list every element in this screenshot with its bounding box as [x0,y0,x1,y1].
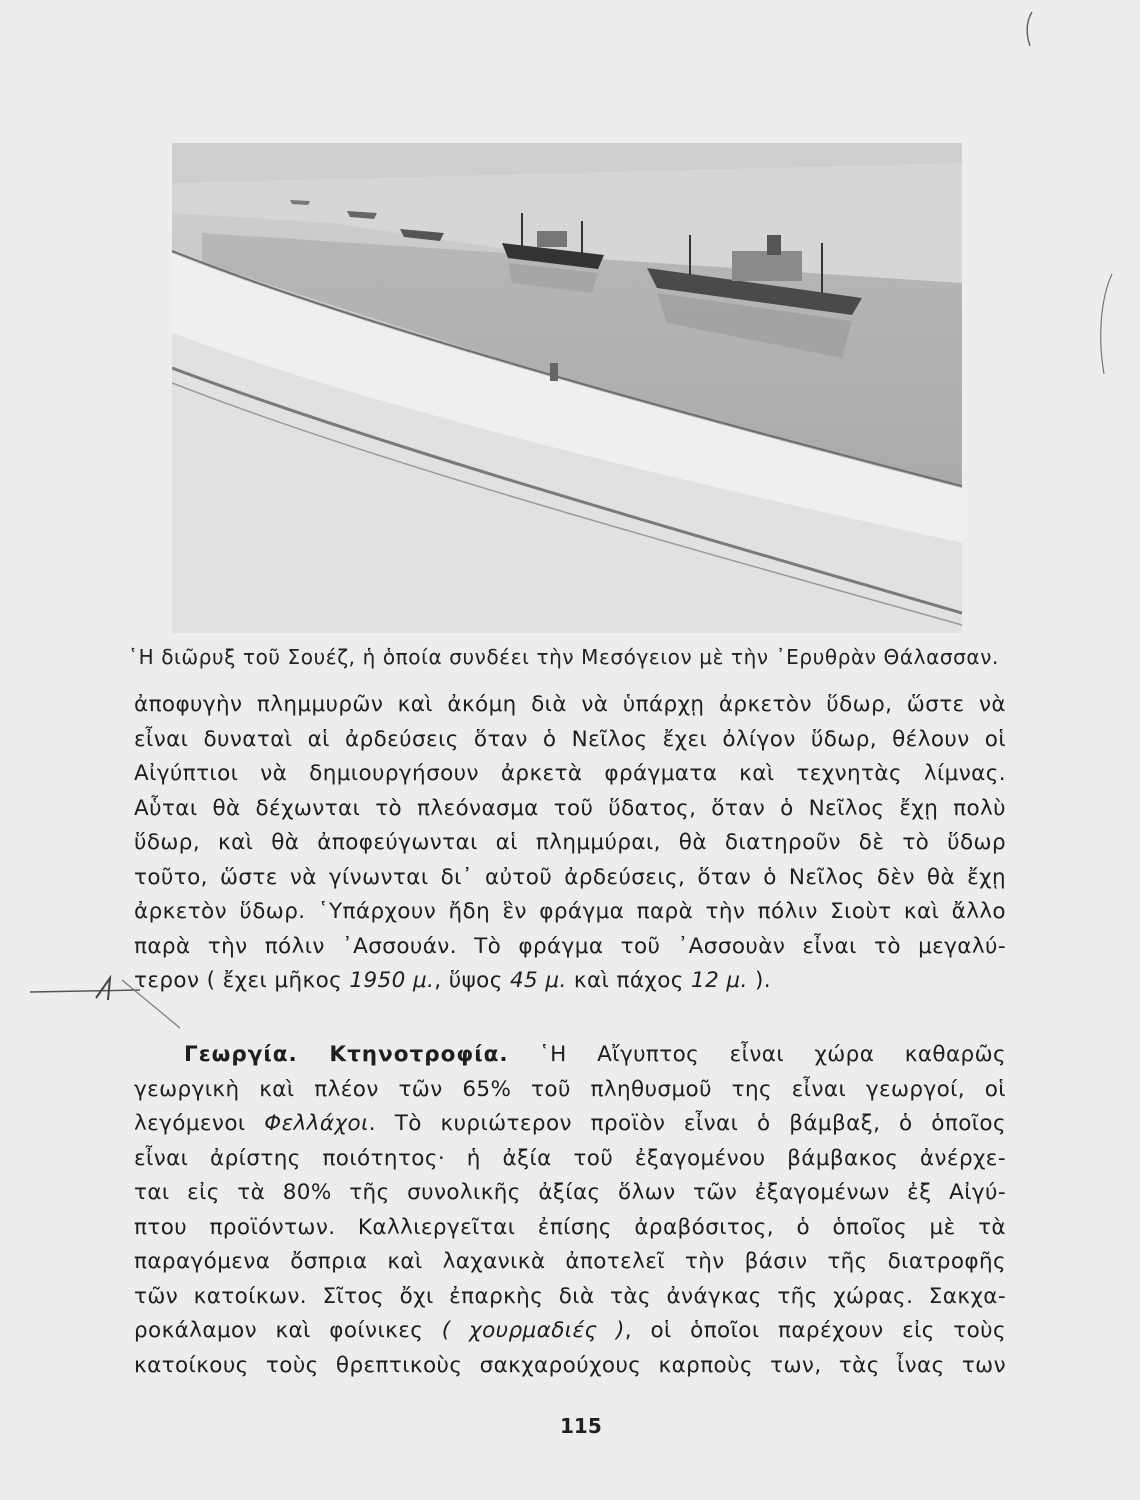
text-line: κατοίκους τοὺς θρεπτικοὺς σακχαρούχους καρποὺς των, τὰς ἶνας των [134,1352,1006,1378]
text-segment: λεγόμενοι [134,1111,265,1136]
dates-term: ( χουρμαδιές ) [441,1318,625,1343]
text-segment: καὶ πάχος [566,968,692,993]
text-line: παρὰ τὴν πόλιν ᾿Ασσουάν. Τὸ φράγμα τοῦ ᾿Ασσουὰν εἶναι τὸ μεγαλύ- [134,933,1006,959]
dam-thickness: 12 μ. [691,968,748,993]
text-line: εἶναι ἀρίστης ποιότητος· ἡ ἀξία τοῦ ἐξαγομένου βάμβακος ἀνέρχε- [134,1145,1006,1171]
text-line: ὕδωρ, καὶ θὰ ἀποφεύγωνται αἱ πλημμύραι, θὰ διατηροῦν δὲ τὸ ὕδωρ [134,830,1006,855]
fellahin-term: Φελλάχοι [264,1111,369,1136]
section-heading: Γεωργία. Κτηνοτροφία. [184,1042,509,1067]
text-line: ἀρκετὸν ὕδωρ. ῾Υπάρχουν ἤδη ἓν φράγμα παρὰ τὴν πόλιν Σιοὺτ καὶ ἄλλο [134,899,1006,924]
text-segment: , οἱ ὁποῖοι παρέχουν εἰς τοὺς [624,1318,1007,1343]
paragraph-dams [134,688,1006,999]
text-line [134,1038,1006,1073]
text-line: ται εἰς τὰ 80% τῆς συνολικῆς ἀξίας ὅλων τῶν ἐξαγομένων ἐξ Αἰγύ- [134,1180,1006,1205]
text-segment: . Τὸ κυριώτερον προϊὸν εἶναι ὁ βάμβαξ, ὁ ὁποῖος [368,1111,1006,1136]
page-number: 115 [560,1414,602,1438]
suez-canal-photo [172,143,962,633]
text-line: τοῦτο, ὥστε νὰ γίνωνται δι᾿ αὐτοῦ ἀρδεύσεις, ὅταν ὁ Νεῖλος δὲν θὰ ἔχῃ [134,864,1006,890]
pencil-mark-icon [1018,10,1048,50]
text-line [134,1314,1006,1349]
pencil-mark-icon [1090,270,1120,380]
text-line: τῶν κατοίκων. Σῖτος ὄχι ἐπαρκὴς διὰ τὰς ἀνάγκας τῆς χώρας. Σακχα- [134,1283,1006,1309]
pencil-mark-icon [30,970,230,1050]
text-line: ἀποφυγὴν πλημμυρῶν καὶ ἀκόμη διὰ νὰ ὑπάρχῃ ἀρκετὸν ὕδωρ, ὥστε νὰ [134,692,1006,717]
photo-caption: ῾Η διῶρυξ τοῦ Σουέζ, ἡ ὁποία συνδέει τὴν Μεσόγειον μὲ τὴν ᾿Ερυθρὰν Θάλασσαν. [128,645,999,669]
text-segment: ῾Η Αἴγυπτος εἶναι χώρα καθαρῶς [508,1042,1006,1067]
dam-height: 45 μ. [509,968,567,993]
paragraph-agriculture [134,1038,1006,1383]
dam-length: 1950 μ. [349,968,435,993]
text-segment: ). [747,968,772,993]
text-line: εἶναι δυναταὶ αἱ ἀρδεύσεις ὅταν ὁ Νεῖλος ἔχει ὀλίγον ὕδωρ, θέλουν οἱ [134,726,1006,752]
text-segment: τερον ( ἔχει μῆκος [134,968,350,993]
text-line: γεωργικὴ καὶ πλέον τῶν 65% τοῦ πληθυσμοῦ της εἶναι γεωργοί, οἱ [134,1076,1006,1102]
text-segment: ροκάλαμον καὶ φοίνικες [134,1318,442,1343]
text-segment: , ὕψος [434,968,510,993]
text-line: παραγόμενα ὄσπρια καὶ λαχανικὰ ἀποτελεῖ τὴν βάσιν τῆς διατροφῆς [134,1249,1006,1274]
text-line: πτου προϊόντων. Καλλιεργεῖται ἐπίσης ἀραβόσιτος, ὁ ὁποῖος μὲ τὰ [134,1214,1006,1240]
text-line: Αἰγύπτιοι νὰ δημιουργήσουν ἀρκετὰ φράγματα καὶ τεχνητὰς λίμνας. [134,761,1006,786]
text-line-dimensions [134,964,1006,999]
text-line [134,1107,1006,1142]
text-line: Αὗται θὰ δέχωνται τὸ πλεόνασμα τοῦ ὕδατος, ὅταν ὁ Νεῖλος ἔχῃ πολὺ [134,795,1006,821]
